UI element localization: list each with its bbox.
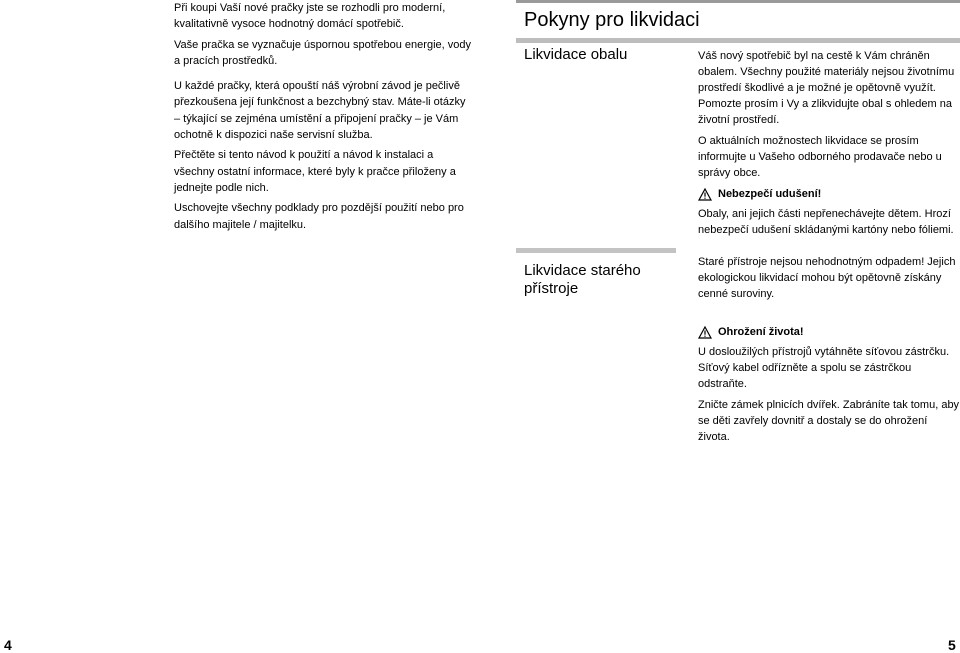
warning-triangle-icon [698,188,712,201]
packaging-paragraph-1: Váš nový spotřebič byl na cestě k Vám chráněn obalem. Všechny použité materiály nejsou životnímu prostředí škodlivé a je možné je opětovně využít. Pomozte prosím i Vy a zlikvidujte obal s ohledem na životní prostředí. [698,50,955,126]
old-appliance-paragraph-2: U dosloužilých přístrojů vytáhněte síťovou zástrčku. Síťový kabel odřízněte a spolu se zástrčkou odstraňte. [698,346,950,390]
suffocation-warning [698,186,960,202]
page-number-right: 5 [948,637,956,653]
page-number-left: 4 [4,637,12,653]
page-title-top-rule [516,0,960,3]
intro-paragraph-3: U každé pračky, která opouští náš výrobní závod je pečlivě přezkoušena její funkčnost a bezchybný stav. Máte-li otázky – týkající se zejména umístění a připojení pračky – je Vám ochotně k dispozici naše servisní služba. [174,80,466,142]
page-title: Pokyny pro likvidaci [524,9,700,31]
old-appliance-paragraph-1: Staré přístroje nejsou nehodnotným odpadem! Jejich ekologickou likvidací mohou být opětovně získány cenné suroviny. [698,256,956,300]
old-appliance-paragraph-3: Zničte zámek plnicích dvířek. Zabráníte tak tomu, aby se děti zavřely dovnitř a dostaly se do ohrožení života. [698,399,960,443]
intro-text [174,0,474,242]
warning-triangle-icon [698,326,712,339]
intro-paragraph-1: Při koupi Vaší nové pračky jste se rozhodli pro moderní, kvalitativně vysoce hodnotný domácí spotřebič. [174,2,446,31]
section-rule-old-appliance [516,248,676,253]
intro-paragraph-2: Vaše pračka se vyznačuje úspornou spotřebou energie, vody a pracích prostředků. [174,38,471,67]
section-title-packaging: Likvidace obalu [524,46,628,63]
section-title-old-appliance: Likvidace starého přístroje [524,262,641,297]
danger-to-life-warning-label: Ohrožení života! [718,326,804,338]
packaging-paragraph-2: O aktuálních možnostech likvidace se prosím informujte u Vašeho odborného prodavače nebo u správy obce. [698,135,942,179]
page-title-rule [516,38,960,43]
danger-to-life-warning [698,324,960,340]
section-body-old-appliance [698,254,960,450]
packaging-paragraph-3: Obaly, ani jejich části nepřenechávejte dětem. Hrozí nebezpečí udušení skládanými kartóny nebo fóliemi. [698,208,954,236]
section-body-packaging [698,48,960,243]
intro-paragraph-5: Uschovejte všechny podklady pro pozdější použití nebo pro dalšího majitele / majitelku. [174,202,464,231]
intro-paragraph-4: Přečtěte si tento návod k použití a návod k instalaci a všechny ostatní informace, které byly k pračce přiloženy a jednejte podle nich. [174,149,456,194]
suffocation-warning-label: Nebezpečí udušení! [718,188,822,200]
